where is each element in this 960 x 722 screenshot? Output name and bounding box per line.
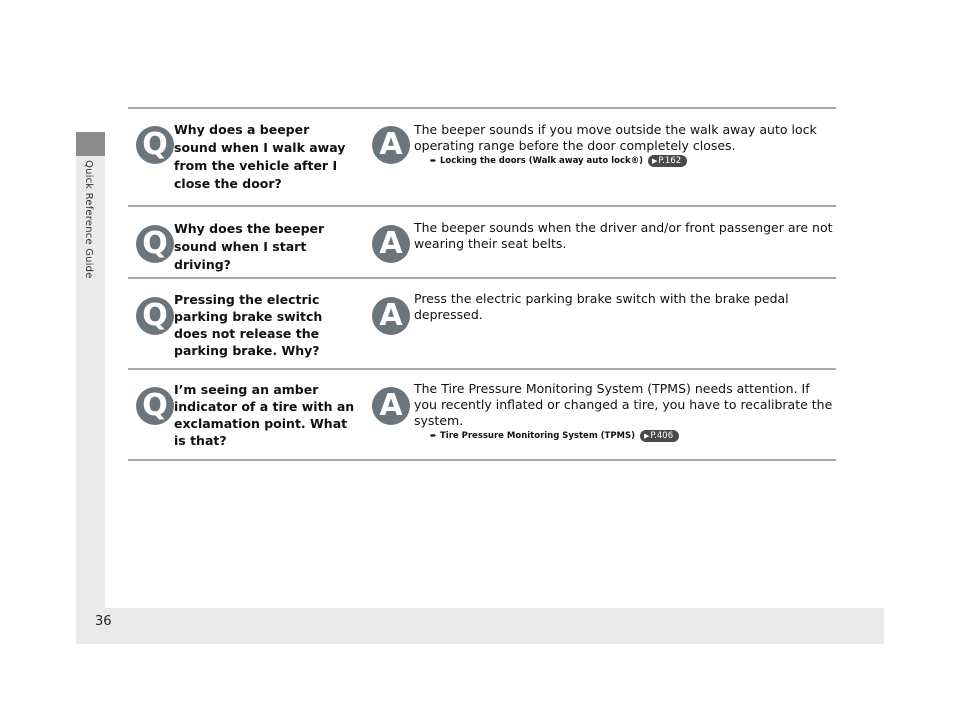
faq-answer-3: Press the electric parking brake switch with the brake pedal depressed. — [414, 291, 789, 322]
answer-icon: A — [372, 126, 410, 164]
divider-bottom — [128, 459, 836, 461]
faq-answer-1 — [414, 122, 834, 167]
faq-question-2: Why does the beeper sound when I start driving? — [174, 221, 325, 272]
faq-answer-text: The Tire Pressure Monitoring System (TPMS) needs attention. If you recently inflated or changed a tire, you have to recalibrate the system. — [414, 381, 833, 428]
divider-1 — [128, 205, 836, 207]
faq-reference-4[interactable] — [430, 430, 834, 442]
faq-question-3: Pressing the electric parking brake switch does not release the parking brake. Why? — [174, 292, 323, 358]
question-icon: Q — [136, 225, 174, 263]
answer-icon: A — [372, 297, 410, 335]
page-reference-number: P.162 — [658, 156, 682, 166]
reference-label: Tire Pressure Monitoring System (TPMS) — [440, 431, 636, 441]
reference-label: Locking the doors (Walk away auto lock®) — [440, 156, 644, 166]
section-tab — [76, 132, 105, 156]
page-arrow-icon: ▶ — [652, 157, 658, 165]
answer-icon: A — [372, 225, 410, 263]
answer-icon: A — [372, 387, 410, 425]
faq-answer-2: The beeper sounds when the driver and/or front passenger are not wearing their seat belts. — [414, 220, 833, 251]
faq-answer-text: The beeper sounds if you move outside the walk away auto lock operating range before the door completely closes. — [414, 122, 817, 153]
reference-arrow-icon: ➨ — [430, 431, 437, 440]
page-number: 36 — [95, 614, 112, 629]
page-reference-number: P.406 — [650, 431, 674, 441]
page-reference-button[interactable] — [640, 430, 679, 442]
divider-2 — [128, 277, 836, 279]
page-arrow-icon: ▶ — [643, 432, 650, 440]
faq-question-4: I’m seeing an amber indicator of a tire with an exclamation point. What is that? — [174, 382, 355, 448]
question-icon: Q — [136, 126, 174, 164]
question-icon: Q — [136, 387, 174, 425]
section-label: Quick Reference Guide — [83, 160, 94, 279]
question-icon: Q — [136, 297, 174, 335]
faq-question-1: Why does a beeper sound when I walk away from the vehicle after I close the door? — [174, 122, 346, 191]
faq-reference-1[interactable] — [430, 155, 834, 167]
reference-arrow-icon: ➨ — [430, 156, 437, 165]
divider-top — [128, 107, 836, 109]
page-reference-button[interactable] — [648, 155, 687, 167]
faq-answer-4 — [414, 381, 834, 442]
divider-3 — [128, 368, 836, 370]
